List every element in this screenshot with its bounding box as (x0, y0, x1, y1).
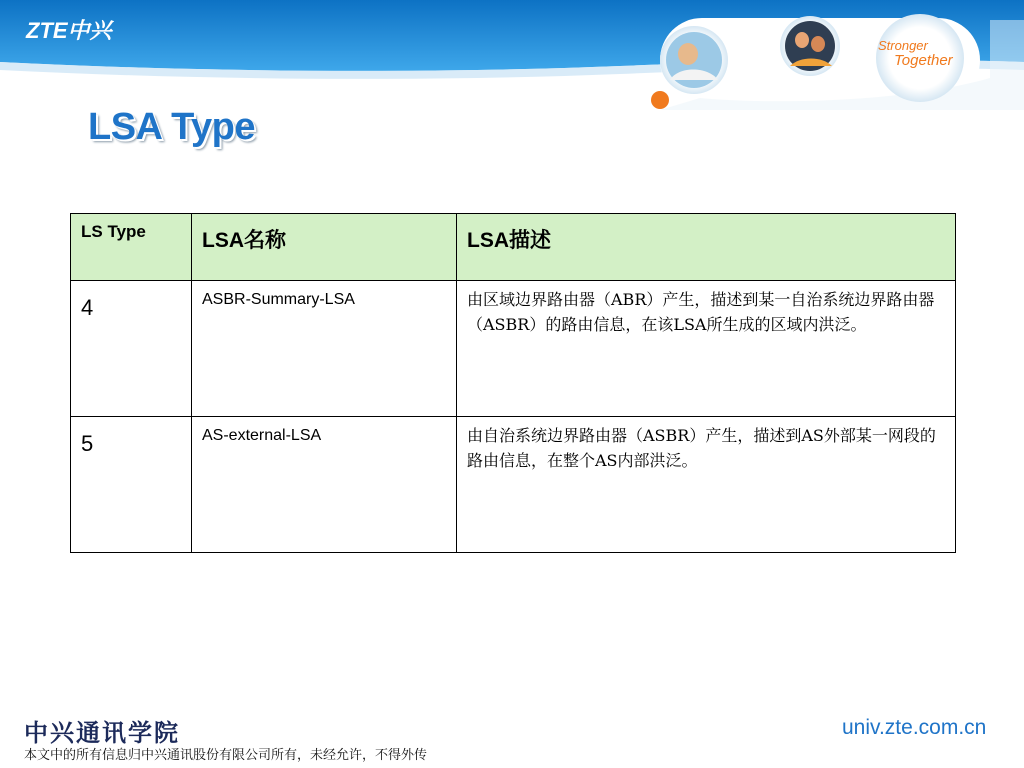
lsa-type-table (70, 213, 956, 553)
photo-circle-1 (660, 26, 728, 94)
header-background (0, 0, 1024, 110)
photo-circle-2 (780, 16, 840, 76)
header-cell-lsa-name: LSA名称 (192, 214, 457, 281)
header-banner (0, 0, 1024, 110)
table-header-row (71, 214, 956, 281)
tagline-line-2: Together (894, 52, 953, 69)
table-row (71, 417, 956, 553)
website-url: univ.zte.com.cn (842, 716, 987, 739)
cell-name: AS-external-LSA (192, 417, 457, 553)
header-cell-ls-type: LS Type (71, 214, 192, 281)
orange-dot (651, 91, 669, 109)
tagline-line-1: Stronger (878, 38, 928, 53)
cell-description: 由自治系统边界路由器（ASBR）产生，描述到AS外部某一网段的路由信息，在整个AS内部洪泛。 (457, 417, 956, 553)
table-row (71, 281, 956, 417)
header-cell-lsa-description: LSA描述 (457, 214, 956, 281)
copyright-notice: 本文中的所有信息归中兴通讯股份有限公司所有，未经允许，不得外传 (24, 748, 428, 763)
page-title: LSA Type (88, 106, 256, 148)
zte-logo: ZTE中兴 (26, 18, 112, 43)
academy-name: 中兴通讯学院 (24, 718, 180, 747)
cell-description: 由区域边界路由器（ABR）产生，描述到某一自治系统边界路由器（ASBR）的路由信息，在该LSA所生成的区域内洪泛。 (457, 281, 956, 417)
cell-name: ASBR-Summary-LSA (192, 281, 457, 417)
stronger-together-tagline (878, 38, 953, 68)
cell-type: 5 (71, 417, 192, 553)
cell-type: 4 (71, 281, 192, 417)
